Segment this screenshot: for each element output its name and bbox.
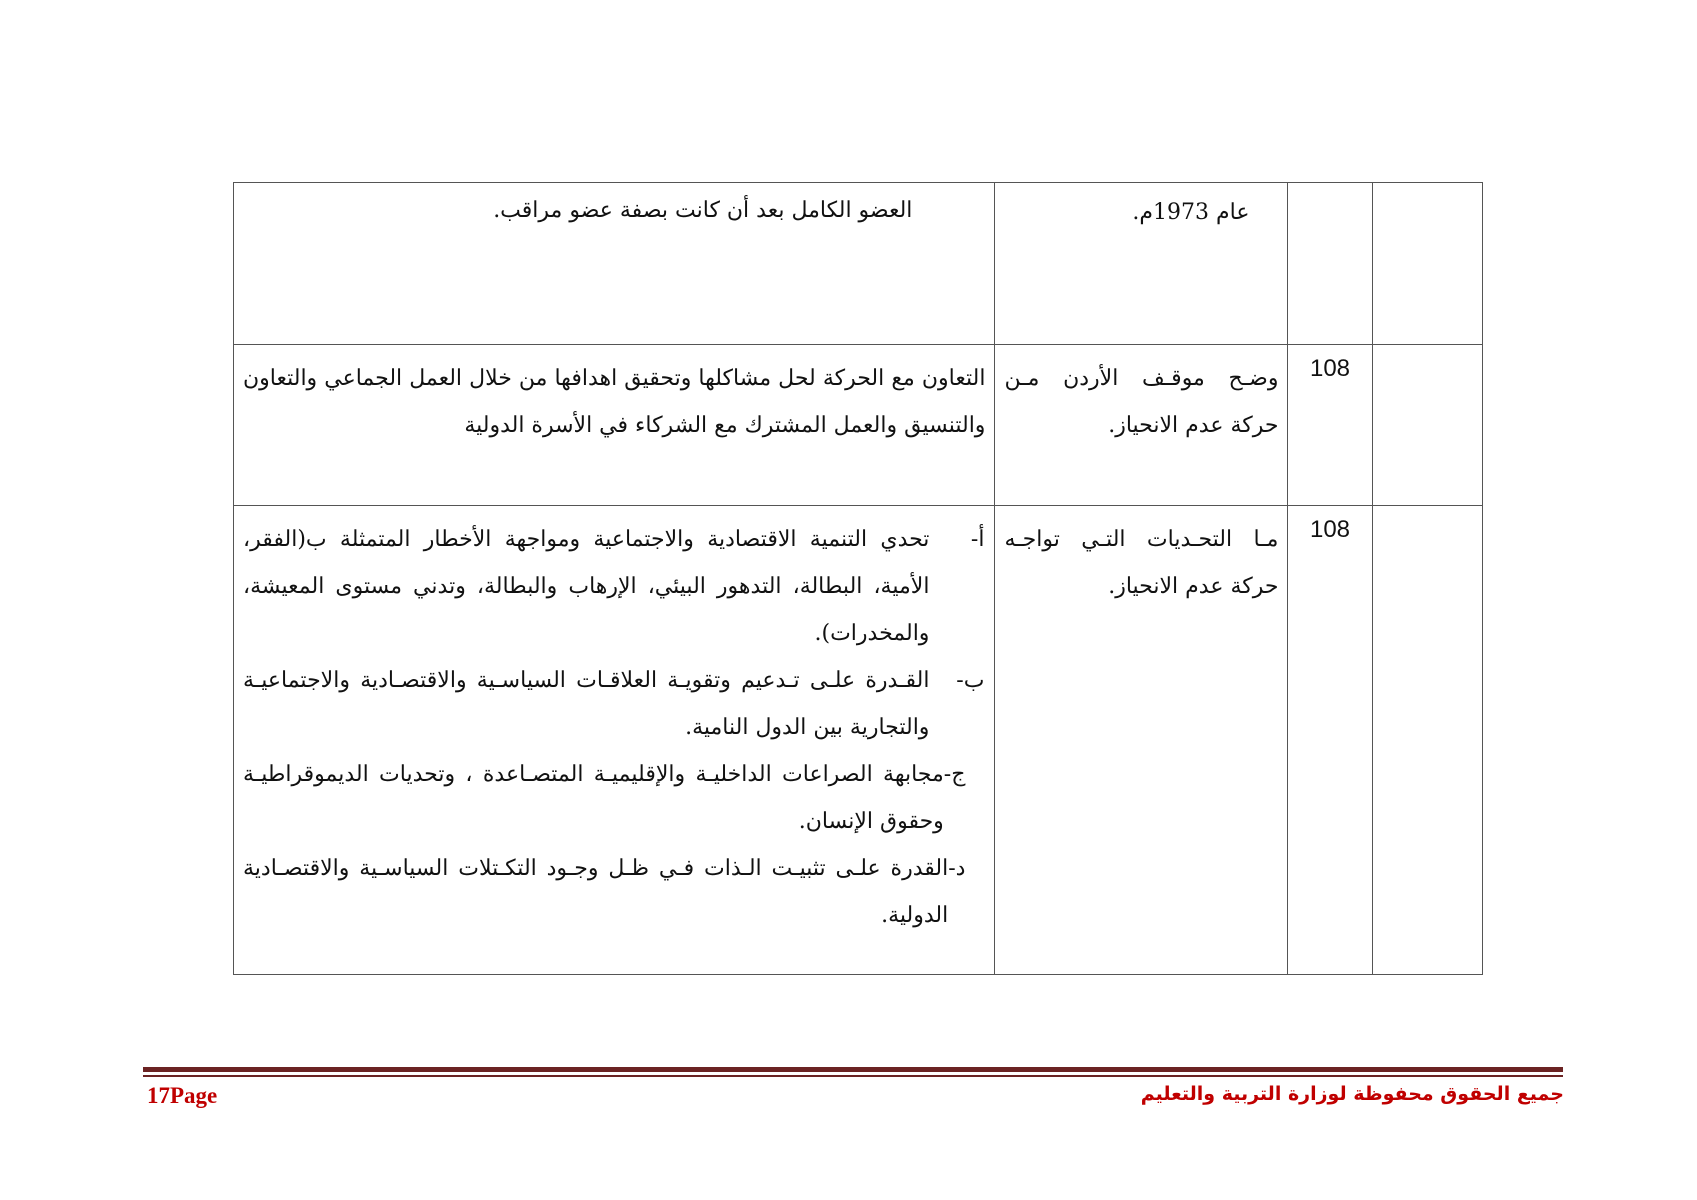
- answer-cell: [234, 506, 995, 975]
- question-number: [1288, 183, 1372, 345]
- table-row: [234, 345, 1483, 506]
- footer-copyright: جميع الحقوق محفوظة لوزارة التربية والتعليم: [1140, 1083, 1564, 1105]
- item-text: القدرة علـى تثبيـت الـذات فـي ظـل وجـود التكـتلات السياسـية والاقتصـادية الدولية.: [243, 856, 949, 928]
- extra-cell: [1372, 506, 1482, 975]
- item-marker: د-: [948, 856, 966, 881]
- question-text: وضـح موقـف الأردن مـن حركة عدم الانحياز.: [995, 345, 1288, 506]
- item-marker: أ-: [970, 527, 985, 552]
- footer-divider: [143, 1067, 1563, 1072]
- answer-paragraph: التعاون مع الحركة لحل مشاكلها وتحقيق اهدافها من خلال العمل الجماعي والتعاون والتنسيق والعمل المشترك مع الشركاء في الأسرة الدولية: [243, 366, 986, 438]
- answer-list-item: [243, 845, 985, 939]
- question-number: 108: [1288, 506, 1372, 975]
- answer-list-item: [243, 751, 985, 845]
- question-text: مـا التحـديات التـي تواجـه حركة عدم الانحياز.: [995, 506, 1288, 975]
- page-number: 17Page: [147, 1083, 218, 1108]
- item-text: القـدرة علـى تـدعيم وتقويـة العلاقـات السياسـية والاقتصـادية والاجتماعيـة والتجارية بين الدول النامية.: [243, 668, 930, 740]
- answer-cell: [234, 183, 995, 345]
- item-marker: ب-: [956, 668, 985, 693]
- item-text: تحدي التنمية الاقتصادية والاجتماعية ومواجهة الأخطار المتمثلة ب(الفقر، الأمية، البطالة، التدهور البيئي، الإرهاب والبطالة، وتدني مستوى المعيشة، والمخدرات).: [243, 527, 930, 646]
- questions-table: [233, 182, 1483, 975]
- answer-cell: [234, 345, 995, 506]
- answer-list-item: [243, 657, 985, 751]
- item-marker: ج-: [943, 762, 966, 787]
- answer-paragraph: العضو الكامل بعد أن كانت بصفة عضو مراقب.: [493, 198, 913, 223]
- item-text: مجابهة الصراعات الداخليـة والإقليميـة المتصـاعدة ، وتحديات الديموقراطيـة وحقوق الإنسان.: [243, 762, 944, 834]
- table-row: [234, 506, 1483, 975]
- extra-cell: [1372, 345, 1482, 506]
- table-row: [234, 183, 1483, 345]
- extra-cell: [1372, 183, 1482, 345]
- question-text: عام 1973م.: [995, 183, 1288, 345]
- question-number: 108: [1288, 345, 1372, 506]
- footer-divider-thin: [143, 1075, 1563, 1077]
- answer-list-item: [243, 516, 985, 657]
